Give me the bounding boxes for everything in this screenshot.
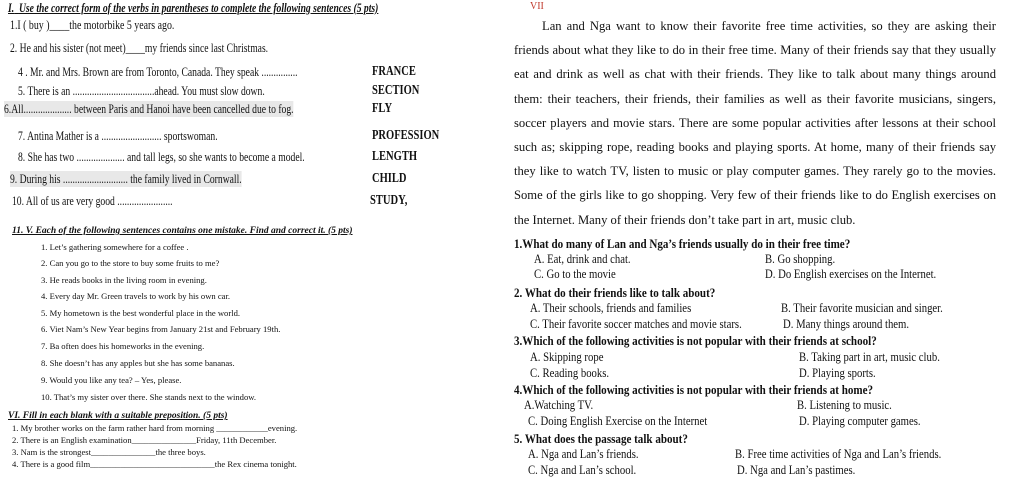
passage-first-line: Lan and Nga want to know their favorite free time activities, so they are asking their friends — [514, 19, 996, 58]
word-form-cue-9: CHILD — [372, 170, 407, 185]
section-vii-numeral: VII — [530, 1, 544, 12]
mistake-item-4: 4. Every day Mr. Green travels to work by his own car. — [41, 291, 231, 301]
word-form-item-9: 9. During his ........................... the family lived in Cornwall. — [10, 171, 242, 186]
q5-option-c: C. Nga and Lan’s school. — [528, 463, 637, 477]
word-form-cue-4: FRANCE — [372, 63, 416, 78]
q4-option-d: D. Playing computer games. — [799, 414, 921, 428]
question-1: 1.What do many of Lan and Nga’s friends usually do in their free time? — [514, 236, 851, 251]
mistake-item-3: 3. He reads books in the living room in evening. — [41, 275, 207, 285]
word-form-cue-7: PROFESSION — [372, 127, 440, 142]
word-form-item-6: 6.All.................... between Paris and Hanoi have been cancelled due to fog. — [4, 101, 294, 116]
q4-option-b: B. Listening to music. — [797, 398, 892, 412]
q1-option-a: A. Eat, drink and chat. — [534, 252, 631, 266]
q2-option-c: C. Their favorite soccer matches and movie stars. — [530, 317, 742, 331]
question-2: 2. What do their friends like to talk about? — [514, 285, 716, 300]
section-iv-title: Use the correct form of the verbs in parentheses to complete the following sentences (5 pts) — [18, 0, 379, 15]
mistake-item-5: 5. My hometown is the best wonderful place in the world. — [41, 308, 241, 318]
q4-option-a: A.Watching TV. — [524, 398, 594, 412]
q3-option-a: A. Skipping rope — [530, 350, 604, 364]
mistake-item-6: 6. Viet Nam’s New Year begins from January 21st and February 19th. — [41, 324, 281, 334]
q5-option-a: A. Nga and Lan’s friends. — [528, 447, 639, 461]
mistake-item-1: 1. Let’s gathering somewhere for a coffee . — [41, 242, 189, 252]
word-form-item-10: 10. All of us are very good ....................... — [12, 193, 173, 208]
q2-option-d: D. Many things around them. — [783, 317, 910, 331]
q2-option-a: A. Their schools, friends and families — [530, 301, 692, 315]
word-form-item-8: 8. She has two .................... and tall legs, so she wants to become a model. — [18, 149, 305, 164]
section-v-header: 11. V. Each of the following sentences contains one mistake. Find and correct it. (5 pts) — [12, 226, 353, 236]
word-form-cue-5: SECTION — [372, 82, 420, 97]
word-form-item-5: 5. There is an ..................................ahead. You must slow down. — [18, 83, 265, 98]
question-3: 3.Which of the following activities is not popular with their friends at school? — [514, 333, 877, 348]
mistake-item-2: 2. Can you go to the store to buy some fruits to me? — [41, 258, 220, 268]
word-form-item-4: 4 . Mr. and Mrs. Brown are from Toronto, Canada. They speak ............... — [18, 64, 298, 79]
q3-option-b: B. Taking part in art, music club. — [799, 350, 940, 364]
reading-passage — [514, 14, 996, 232]
mistake-item-9: 9. Would you like any tea? – Yes, please. — [41, 375, 182, 385]
word-form-cue-10: STUDY, — [370, 192, 408, 207]
verb-item-2: 2. He and his sister (not meet)____my friends since last Christmas. — [10, 40, 269, 55]
q1-option-d: D. Do English exercises on the Internet. — [765, 267, 937, 281]
preposition-item-3: 3. Nam is the strongest_______________the three boys. — [12, 447, 206, 457]
mistake-item-10: 10. That’s my sister over there. She stands next to the window. — [41, 392, 257, 402]
q4-option-c: C. Doing English Exercise on the Internet — [528, 414, 708, 428]
q1-option-b: B. Go shopping. — [765, 252, 836, 266]
section-iv-numeral: I. — [8, 0, 15, 15]
q2-option-b: B. Their favorite musician and singer. — [781, 301, 943, 315]
q1-option-c: C. Go to the movie — [534, 267, 616, 281]
mistake-item-8: 8. She doesn’t has any apples but she has some bananas. — [41, 358, 235, 368]
word-form-cue-8: LENGTH — [372, 148, 418, 163]
mistake-item-7: 7. Ba often does his homeworks in the evening. — [41, 341, 205, 351]
question-5: 5. What does the passage talk about? — [514, 431, 688, 446]
preposition-item-1: 1. My brother works on the farm rather hard from morning ____________evening. — [12, 423, 298, 433]
verb-item-1: 1.I ( buy )____the motorbike 5 years ago. — [10, 17, 175, 32]
preposition-item-4: 4. There is a good film_____________________________the Rex cinema tonight. — [12, 459, 297, 469]
q5-option-b: B. Free time activities of Nga and Lan’s friends. — [735, 447, 942, 461]
q3-option-d: D. Playing sports. — [799, 366, 876, 380]
preposition-item-2: 2. There is an English examination_______________Friday, 11th December. — [12, 435, 277, 445]
passage-body: about what they like to do in their free time. Many of their friends say that they usually eat and drink as well as chat with their friends. They like to talk about many things around them: their teachers, their friends, their families as well as their favorite musicians, singers, soccer players and movie stars. There are some popular activities after lessons at their school such as; skipping rope, reading books and playing sports. At home, many of their friends say they like to watch TV, listen to music or play computer games. They rarely go to the movies. Some of the girls like to go shopping. Very few of their friends like to do English exercises on the Internet. Many of their friends don’t take part in art, music club. — [514, 43, 996, 227]
word-form-item-7: 7. Antina Mather is a ......................... sportswoman. — [18, 128, 218, 143]
word-form-cue-6: FLY — [372, 100, 393, 115]
q5-option-d: D. Nga and Lan’s pastimes. — [737, 463, 856, 477]
question-4: 4.Which of the following activities is not popular with their friends at home? — [514, 382, 874, 397]
section-iv-header — [8, 0, 378, 16]
section-vi-header: VI. Fill in each blank with a suitable preposition. (5 pts) — [8, 411, 228, 421]
q3-option-c: C. Reading books. — [530, 366, 610, 380]
